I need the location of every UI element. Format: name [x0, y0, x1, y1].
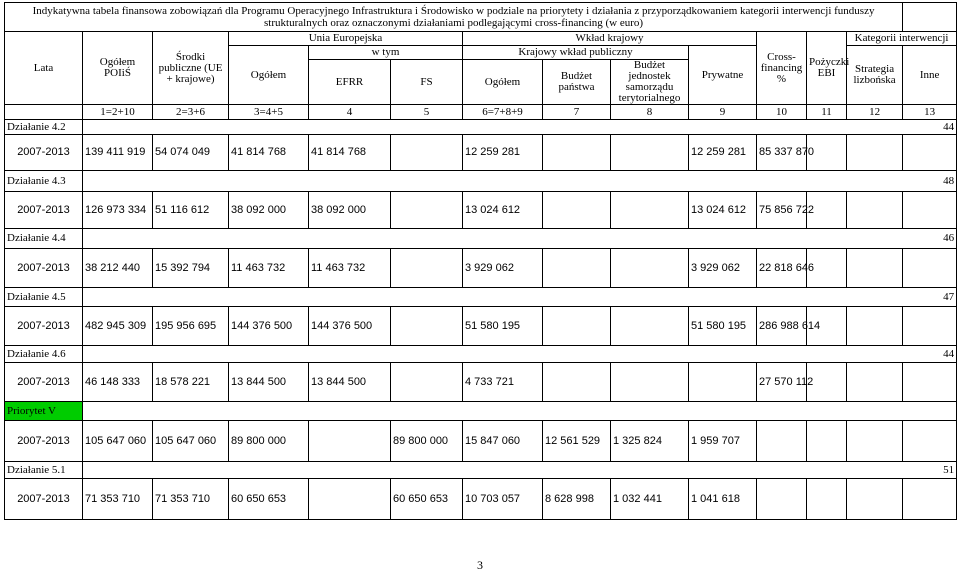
section-category: 46 [83, 229, 957, 249]
column-number: 4 [309, 105, 391, 120]
row-value: 1 959 707 [689, 421, 757, 462]
row-value: 75 856 722 [757, 192, 807, 229]
section-header-row [5, 288, 957, 307]
row-value: 60 650 653 [391, 479, 463, 520]
row-value [391, 307, 463, 346]
table-title: Indykatywna tabela finansowa zobowiązań dla Programu Operacyjnego Infrastruktura i Środowisko w podziale na priorytety i działania z przyporządkowaniem kategorii interwencji funduszy strukturalnych oraz oznaczonymi działaniami podlegającymi cross-financing (w euro) [5, 3, 903, 32]
column-number: 7 [543, 105, 611, 120]
row-value [611, 192, 689, 229]
row-value: 1 325 824 [611, 421, 689, 462]
row-value [543, 307, 611, 346]
row-value: 85 337 870 [757, 135, 807, 171]
row-year: 2007-2013 [5, 135, 83, 171]
table-row [5, 479, 957, 520]
row-value: 15 392 794 [153, 249, 229, 288]
row-value: 1 041 618 [689, 479, 757, 520]
section-category: 44 [83, 120, 957, 135]
section-category: 51 [83, 462, 957, 479]
row-value [391, 135, 463, 171]
header-ogolem-poiis: Ogółem POIiŚ [83, 32, 153, 105]
financial-table [4, 2, 957, 520]
row-value: 105 647 060 [153, 421, 229, 462]
section-label: Priorytet V [5, 402, 83, 421]
column-number: 5 [391, 105, 463, 120]
header-prywatne: Prywatne [689, 46, 757, 105]
row-value [543, 363, 611, 402]
row-year: 2007-2013 [5, 479, 83, 520]
row-value [391, 249, 463, 288]
header-kategorii: Kategorii interwencji [847, 32, 957, 46]
row-value: 1 032 441 [611, 479, 689, 520]
row-value: 27 570 112 [757, 363, 807, 402]
row-value: 105 647 060 [83, 421, 153, 462]
column-number: 1=2+10 [83, 105, 153, 120]
section-label: Działanie 4.4 [5, 229, 83, 249]
table-row [5, 249, 957, 288]
table-row [5, 135, 957, 171]
row-value: 144 376 500 [309, 307, 391, 346]
header-efrr: EFRR [309, 60, 391, 105]
section-header-row [5, 402, 957, 421]
row-value: 13 024 612 [463, 192, 543, 229]
row-value [689, 363, 757, 402]
table-row [5, 363, 957, 402]
section-header-row [5, 346, 957, 363]
row-value: 4 733 721 [463, 363, 543, 402]
row-value: 51 116 612 [153, 192, 229, 229]
header-pozyczki-ebi: Pożyczki EBI [807, 32, 847, 105]
table-row [5, 192, 957, 229]
row-year: 2007-2013 [5, 421, 83, 462]
row-value: 13 844 500 [309, 363, 391, 402]
row-value: 3 929 062 [463, 249, 543, 288]
column-number: 8 [611, 105, 689, 120]
section-label: Działanie 5.1 [5, 462, 83, 479]
row-value [543, 135, 611, 171]
header-budzet-panstwa: Budżet państwa [543, 60, 611, 105]
header-w-tym: w tym [309, 46, 463, 60]
section-label: Działanie 4.6 [5, 346, 83, 363]
row-value: 89 800 000 [391, 421, 463, 462]
header-lata: Lata [5, 32, 83, 105]
column-number: 2=3+6 [153, 105, 229, 120]
section-category: 44 [83, 346, 957, 363]
row-value [611, 363, 689, 402]
row-value: 38 092 000 [229, 192, 309, 229]
row-year: 2007-2013 [5, 363, 83, 402]
section-header-row [5, 171, 957, 192]
row-value: 12 259 281 [689, 135, 757, 171]
row-value: 139 411 919 [83, 135, 153, 171]
row-value [611, 307, 689, 346]
section-category: 48 [83, 171, 957, 192]
column-number: 10 [757, 105, 807, 120]
row-value: 10 703 057 [463, 479, 543, 520]
section-label: Działanie 4.2 [5, 120, 83, 135]
header-ue-ogolem: Ogółem [229, 46, 309, 105]
row-value: 18 578 221 [153, 363, 229, 402]
column-number: 12 [847, 105, 903, 120]
row-value: 60 650 653 [229, 479, 309, 520]
row-value: 195 956 695 [153, 307, 229, 346]
row-value [309, 421, 391, 462]
row-value: 3 929 062 [689, 249, 757, 288]
table-row [5, 421, 957, 462]
row-value [543, 192, 611, 229]
header-strategia: Strategia lizbońska [847, 46, 903, 105]
section-category [83, 402, 957, 421]
row-value: 13 024 612 [689, 192, 757, 229]
column-numbers-row [5, 105, 957, 120]
row-value: 71 353 710 [153, 479, 229, 520]
row-value [543, 249, 611, 288]
header-srodki-publiczne: Środki publiczne (UE + krajowe) [153, 32, 229, 105]
row-value: 38 212 440 [83, 249, 153, 288]
header-wklad-krajowy: Wkład krajowy [463, 32, 757, 46]
column-number: 3=4+5 [229, 105, 309, 120]
row-value: 51 580 195 [689, 307, 757, 346]
row-value: 12 259 281 [463, 135, 543, 171]
row-value: 126 973 334 [83, 192, 153, 229]
table-row [5, 307, 957, 346]
section-header-row [5, 120, 957, 135]
row-value [309, 479, 391, 520]
row-value: 54 074 049 [153, 135, 229, 171]
header-krajowy-wklad-publiczny: Krajowy wkład publiczny [463, 46, 689, 60]
header-fs: FS [391, 60, 463, 105]
section-label: Działanie 4.3 [5, 171, 83, 192]
row-value [611, 249, 689, 288]
row-value [611, 135, 689, 171]
column-number: 9 [689, 105, 757, 120]
row-value: 11 463 732 [229, 249, 309, 288]
section-header-row [5, 462, 957, 479]
row-value: 11 463 732 [309, 249, 391, 288]
column-number: 13 [903, 105, 957, 120]
section-label: Działanie 4.5 [5, 288, 83, 307]
row-value: 22 818 646 [757, 249, 807, 288]
header-budzet-jst: Budżet jednostek samorządu terytorialnego [611, 60, 689, 105]
row-year: 2007-2013 [5, 192, 83, 229]
row-value: 286 988 614 [757, 307, 807, 346]
page-number: 3 [477, 558, 483, 572]
section-category: 47 [83, 288, 957, 307]
row-value: 89 800 000 [229, 421, 309, 462]
row-value [391, 363, 463, 402]
row-value: 46 148 333 [83, 363, 153, 402]
section-header-row [5, 229, 957, 249]
row-value: 8 628 998 [543, 479, 611, 520]
row-value: 41 814 768 [229, 135, 309, 171]
row-year: 2007-2013 [5, 307, 83, 346]
row-value: 41 814 768 [309, 135, 391, 171]
row-value: 144 376 500 [229, 307, 309, 346]
column-number: 11 [807, 105, 847, 120]
header-cross-financing: Cross-financing % [757, 32, 807, 105]
row-value: 38 092 000 [309, 192, 391, 229]
row-value [391, 192, 463, 229]
row-value: 71 353 710 [83, 479, 153, 520]
column-number: 6=7+8+9 [463, 105, 543, 120]
header-kw-ogolem: Ogółem [463, 60, 543, 105]
row-value [757, 479, 807, 520]
header-unia-europejska: Unia Europejska [229, 32, 463, 46]
row-value: 482 945 309 [83, 307, 153, 346]
header-inne: Inne [903, 46, 957, 105]
row-value [757, 421, 807, 462]
row-value: 15 847 060 [463, 421, 543, 462]
row-value: 13 844 500 [229, 363, 309, 402]
row-year: 2007-2013 [5, 249, 83, 288]
row-value: 12 561 529 [543, 421, 611, 462]
row-value: 51 580 195 [463, 307, 543, 346]
